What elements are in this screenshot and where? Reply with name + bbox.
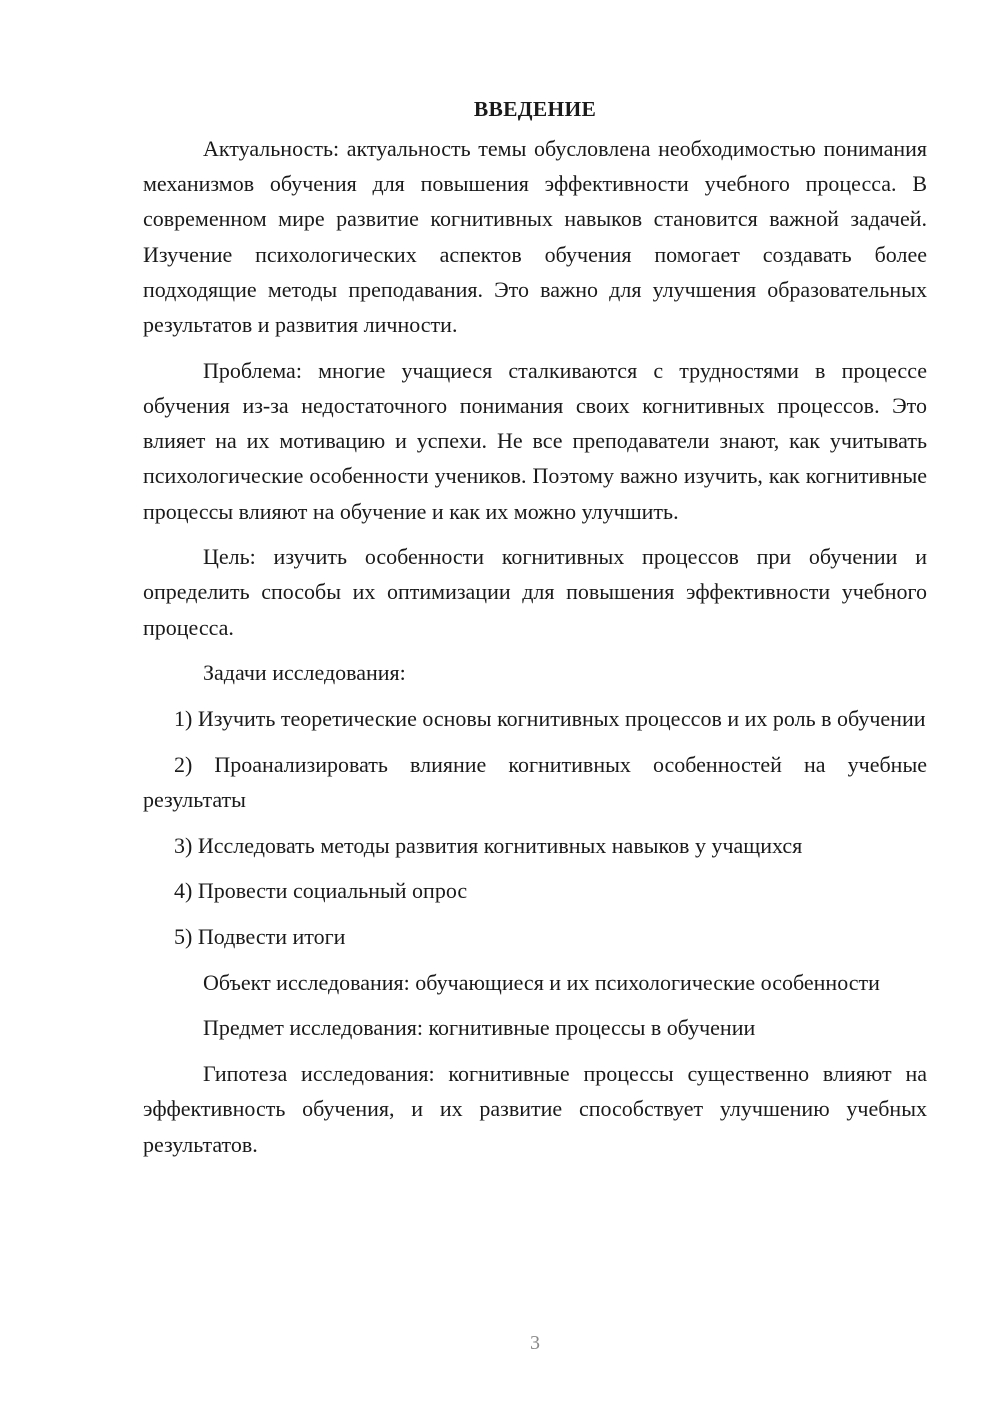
paragraph-subject: Предмет исследования: когнитивные процессы в обучении (203, 1015, 756, 1041)
tasks-heading: Задачи исследования: (203, 660, 406, 686)
list-item: 5) Подвести итоги (174, 924, 346, 950)
list-item: 1) Изучить теоретические основы когнитивных процессов и их роль в обучении (174, 706, 926, 732)
paragraph-relevance: Актуальность: актуальность темы обусловлена необходимостью понимания механизмов обучения для повышения эффективности учебного процесса. В современном мире развитие когнитивных навыков становится важной задачей. Изучение психологических аспектов обучения помогает создавать более подходящие методы преподавания. Это важно для улучшения образовательных результатов и развития личности. (143, 136, 927, 338)
list-item: 4) Провести социальный опрос (174, 878, 468, 904)
list-item: 3) Исследовать методы развития когнитивных навыков у учащихся (174, 832, 803, 858)
paragraph-hypothesis: Гипотеза исследования: когнитивные процессы существенно влияют на эффективность обучения, и их развитие способствует улучшению учебных результатов. (143, 1061, 927, 1157)
tasks-list (143, 701, 927, 954)
section-title: ВВЕДЕНИЕ (473, 97, 597, 121)
paragraph-object: Объект исследования: обучающиеся и их психологические особенности (203, 969, 880, 995)
paragraph-problem: Проблема: многие учащиеся сталкиваются с трудностями в процессе обучения из-за недостаточного понимания своих когнитивных процессов. Это влияет на их мотивацию и успехи. Не все преподаватели знают, как учитывать психологические особенности учеников. Поэтому важно изучить, как когнитивные процессы влияют на обучение и как их можно улучшить. (143, 357, 927, 524)
list-item: 2) Проанализировать влияние когнитивных особенностей на учебные результаты (143, 751, 927, 812)
page-number: 3 (530, 1332, 540, 1354)
page-content (143, 92, 927, 1172)
paragraph-goal: Цель: изучить особенности когнитивных процессов при обучении и определить способы их оптимизации для повышения эффективности учебного процесса. (143, 544, 927, 640)
